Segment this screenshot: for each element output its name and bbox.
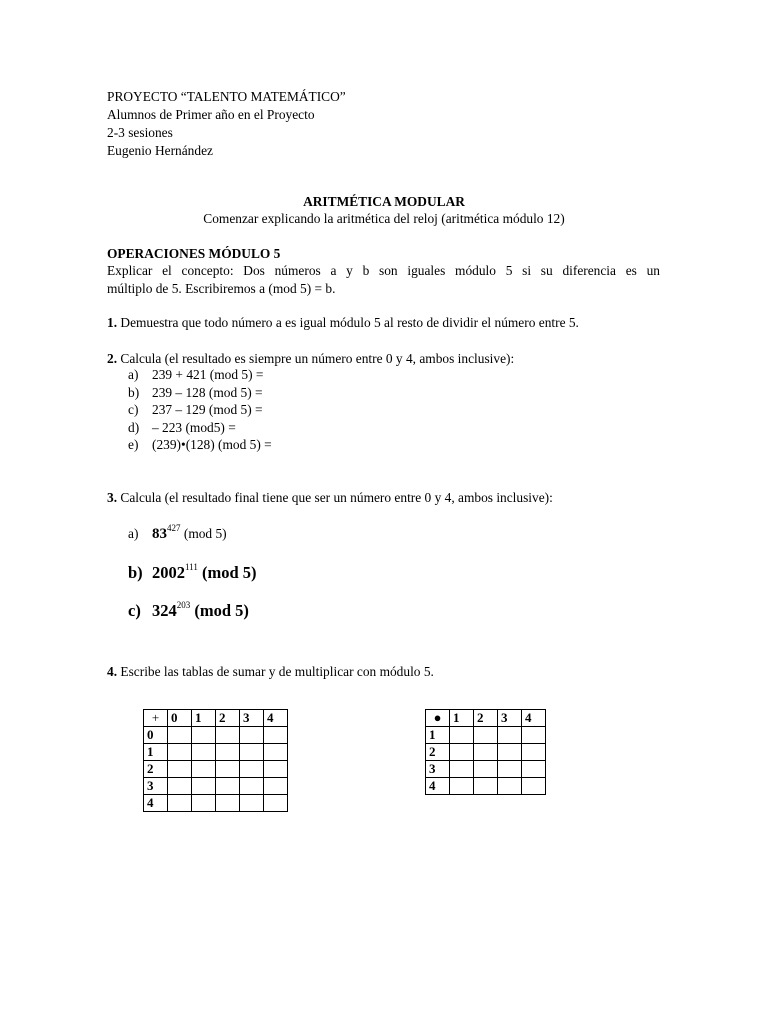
column-header: 2 — [216, 710, 240, 727]
empty-cell — [192, 727, 216, 744]
empty-cell — [168, 744, 192, 761]
document-subtitle: Comenzar explicando la aritmética del reloj (aritmética módulo 12) — [203, 211, 565, 226]
column-header: 2 — [474, 710, 498, 727]
list-item: e) (239)•(128) (mod 5) = — [128, 437, 272, 453]
question-1 — [107, 314, 579, 331]
empty-cell — [168, 727, 192, 744]
question-3 — [107, 489, 553, 506]
column-header: 3 — [240, 710, 264, 727]
empty-cell — [216, 778, 240, 795]
author-line: Eugenio Hernández — [107, 143, 213, 158]
row-header: 4 — [144, 795, 168, 812]
empty-cell — [450, 744, 474, 761]
column-header: 4 — [264, 710, 288, 727]
question-4 — [107, 663, 434, 680]
question-2-number: 2. — [107, 351, 118, 366]
empty-cell — [240, 761, 264, 778]
empty-cell — [474, 727, 498, 744]
empty-cell — [474, 744, 498, 761]
item-b-exponent: 111 — [185, 562, 198, 572]
empty-cell — [264, 795, 288, 812]
column-header: 1 — [450, 710, 474, 727]
empty-cell — [450, 778, 474, 795]
empty-cell — [192, 795, 216, 812]
empty-cell — [264, 778, 288, 795]
question-4-number: 4. — [107, 664, 118, 679]
row-header: 4 — [426, 778, 450, 795]
addition-table — [143, 709, 288, 812]
item-b-base: 2002 — [152, 563, 185, 582]
empty-cell — [240, 727, 264, 744]
empty-cell — [192, 744, 216, 761]
empty-cell — [168, 795, 192, 812]
intro-line-1: Explicar el concepto: Dos números a y b son iguales módulo 5 si su diferencia es un — [107, 263, 660, 278]
empty-cell — [450, 761, 474, 778]
question-3-item-a: a) $83^{427}$ (mod 5) — [128, 523, 227, 542]
item-c-exponent: 203 — [176, 600, 191, 610]
question-3-item-b: b) 2002$^{111}$ (mod 5) — [128, 562, 257, 582]
question-1-text: Demuestra que todo número a es igual módulo 5 al resto de dividir el número entre 5. — [117, 315, 579, 330]
empty-cell — [192, 778, 216, 795]
intro-line-2: múltiplo de 5. Escribiremos a (mod 5) = b. — [107, 280, 336, 296]
question-3-text: Calcula (el resultado final tiene que ser un número entre 0 y 4, ambos inclusive): — [117, 490, 553, 505]
list-item: c) 237 – 129 (mod 5) = — [128, 402, 263, 418]
empty-cell — [498, 727, 522, 744]
empty-cell — [522, 727, 546, 744]
sessions-line: 2-3 sesiones — [107, 125, 173, 140]
question-3-number: 3. — [107, 490, 118, 505]
section-intro — [107, 262, 660, 297]
row-header: 2 — [426, 744, 450, 761]
column-header: 4 — [522, 710, 546, 727]
question-1-number: 1. — [107, 315, 118, 330]
empty-cell — [216, 795, 240, 812]
empty-cell — [216, 761, 240, 778]
empty-cell — [240, 795, 264, 812]
audience-line: Alumnos de Primer año en el Proyecto — [107, 107, 315, 122]
empty-cell — [498, 744, 522, 761]
empty-cell — [192, 761, 216, 778]
section-heading: OPERACIONES MÓDULO 5 — [107, 246, 281, 261]
empty-cell — [168, 778, 192, 795]
row-header: 1 — [426, 727, 450, 744]
question-2-text: Calcula (el resultado es siempre un número entre 0 y 4, ambos inclusive): — [117, 351, 515, 366]
empty-cell — [522, 744, 546, 761]
empty-cell — [498, 761, 522, 778]
question-2 — [107, 350, 514, 367]
list-item: d) – 223 (mod5) = — [128, 419, 236, 435]
project-title: PROYECTO “TALENTO MATEMÁTICO” — [107, 89, 346, 104]
empty-cell — [474, 778, 498, 795]
empty-cell — [264, 744, 288, 761]
document-title: ARITMÉTICA MODULAR — [303, 194, 465, 209]
list-item: b) 239 – 128 (mod 5) = — [128, 384, 263, 400]
column-header: 0 — [168, 710, 192, 727]
empty-cell — [264, 727, 288, 744]
empty-cell — [240, 744, 264, 761]
question-2-items — [128, 366, 272, 454]
empty-cell — [216, 744, 240, 761]
empty-cell — [240, 778, 264, 795]
empty-cell — [264, 761, 288, 778]
row-header: 3 — [426, 761, 450, 778]
row-header: 3 — [144, 778, 168, 795]
item-c-base: 324 — [152, 601, 177, 620]
item-a-exponent: 427 — [167, 523, 181, 533]
empty-cell — [522, 778, 546, 795]
column-header: 1 — [192, 710, 216, 727]
empty-cell — [450, 727, 474, 744]
table-corner: ● — [426, 710, 450, 727]
row-header: 1 — [144, 744, 168, 761]
empty-cell — [474, 761, 498, 778]
row-header: 0 — [144, 727, 168, 744]
row-header: 2 — [144, 761, 168, 778]
question-3-item-c: c) $324^{203}$ (mod 5) — [128, 600, 249, 620]
question-4-text: Escribe las tablas de sumar y de multiplicar con módulo 5. — [117, 664, 434, 679]
item-a-base: 83 — [152, 526, 167, 542]
column-header: 3 — [498, 710, 522, 727]
table-corner: + — [144, 710, 168, 727]
empty-cell — [168, 761, 192, 778]
empty-cell — [498, 778, 522, 795]
empty-cell — [522, 761, 546, 778]
multiplication-table — [425, 709, 546, 795]
list-item: a) 239 + 421 (mod 5) = — [128, 367, 264, 382]
empty-cell — [216, 727, 240, 744]
